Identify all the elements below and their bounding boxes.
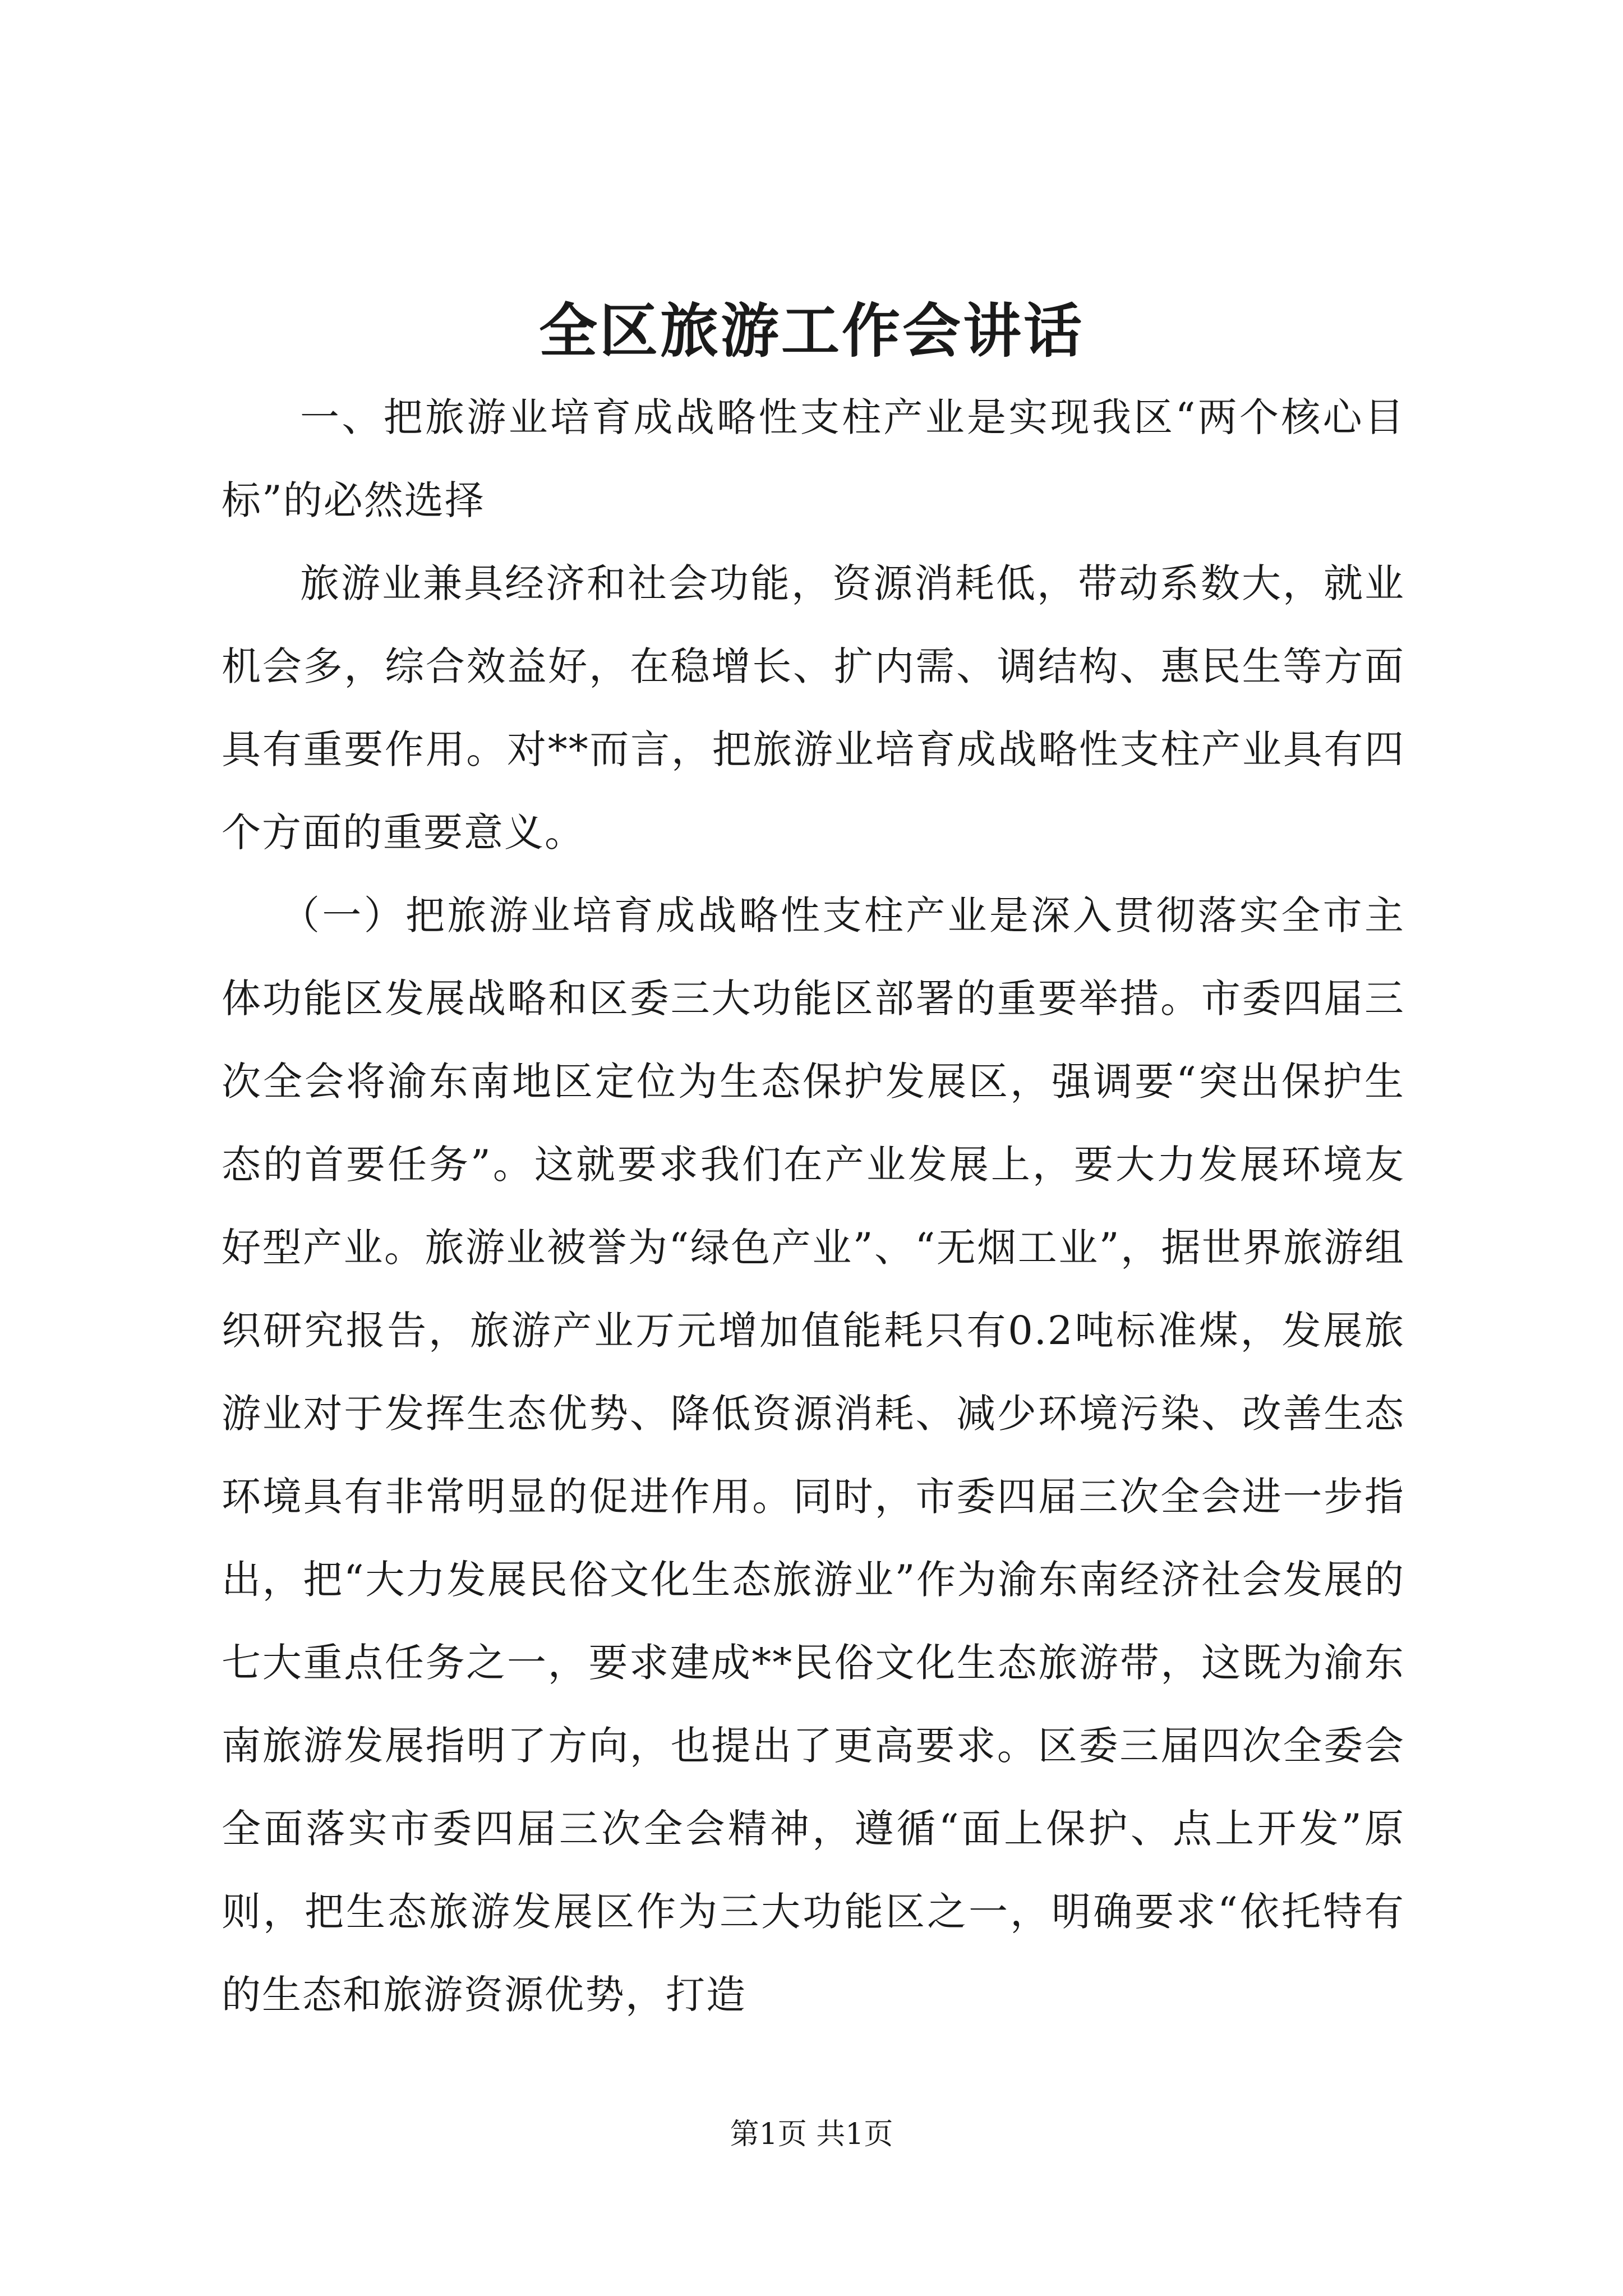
section-heading: 一、把旅游业培育成战略性支柱产业是实现我区“两个核心目标”的必然选择: [222, 394, 1405, 523]
document-body: [222, 376, 1405, 2036]
document-title: 全区旅游工作会讲话: [538, 296, 1084, 365]
page-footer: 第1页 共1页: [730, 2118, 893, 2151]
body-paragraph: （一）把旅游业培育成战略性支柱产业是深入贯彻落实全市主体功能区发展战略和区委三大功能区部署的重要举措。市委四届三次全会将渝东南地区定位为生态保护发展区，强调要“突出保护生态的首要任务”。这就要求我们在产业发展上，要大力发展环境友好型产业。旅游业被誉为“绿色产业”、“无烟工业”，据世界旅游组织研究报告，旅游产业万元增加值能耗只有0.2吨标准煤，发展旅游业对于发挥生态优势、降低资源消耗、减少环境污染、改善生态环境具有非常明显的促进作用。同时，市委四届三次全会进一步指出，把“大力发展民俗文化生态旅游业”作为渝东南经济社会发展的七大重点任务之一，要求建成**民俗文化生态旅游带，这既为渝东南旅游发展指明了方向，也提出了更高要求。区委三届四次全委会全面落实市委四届三次全会精神，遵循“面上保护、点上开发”原则，把生态旅游发展区作为三大功能区之一，明确要求“依托特有的生态和旅游资源优势，打造: [222, 892, 1405, 2018]
body-paragraph: 旅游业兼具经济和社会功能，资源消耗低，带动系数大，就业机会多，综合效益好，在稳增长、扩内需、调结构、惠民生等方面具有重要作用。对**而言，把旅游业培育成战略性支柱产业具有四个方面的重要意义。: [222, 560, 1405, 855]
